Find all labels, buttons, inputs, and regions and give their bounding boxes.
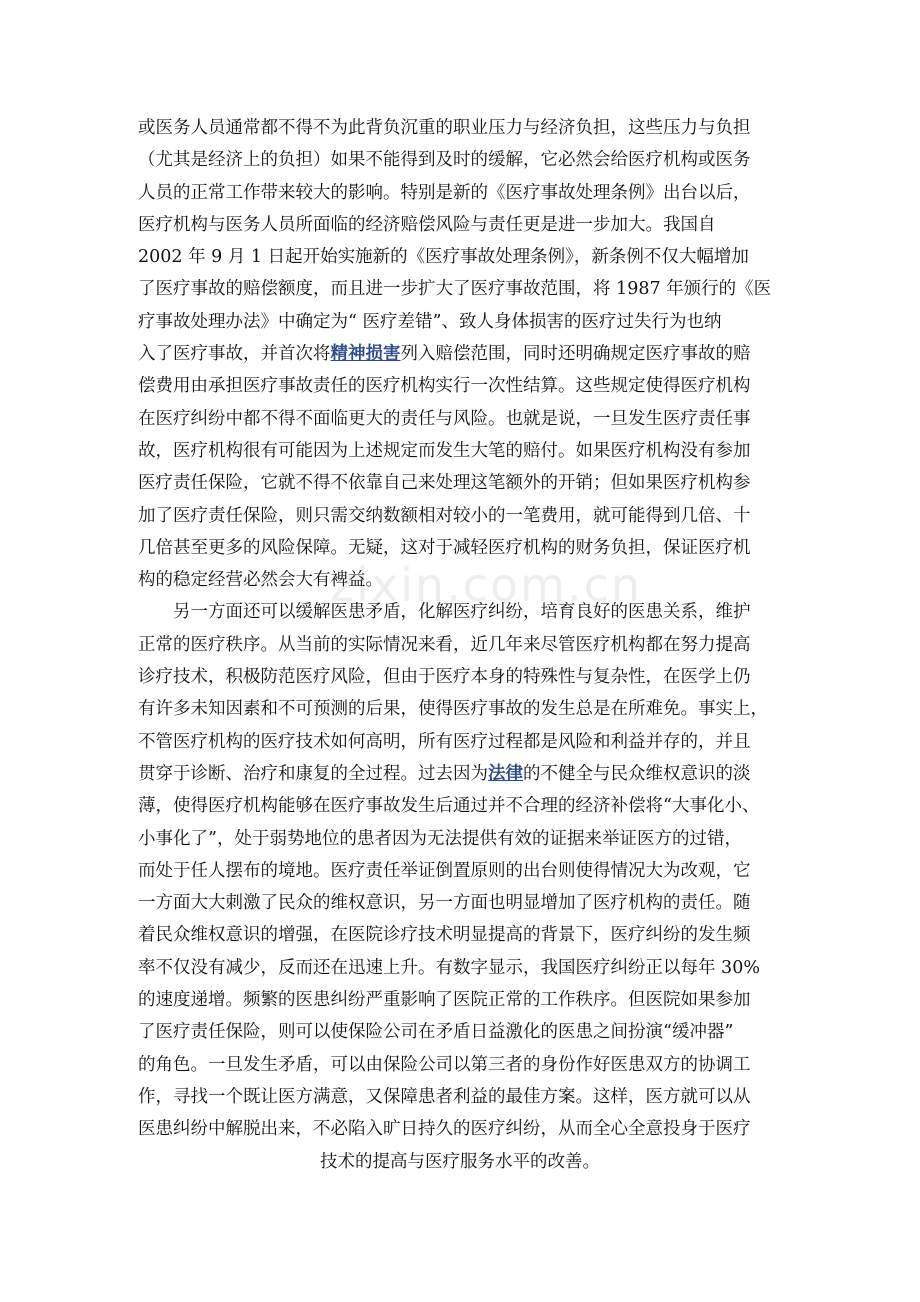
- text-segment: （尤其是经济上的负担）如果不能得到及时的缓解，它必然会给医疗机构或医务: [138, 150, 751, 171]
- text-segment: 率不仅没有减少，反而还在迅速上升。有数字显示，我国医疗纠纷正以每年 30%: [138, 957, 760, 978]
- text-segment: 人员的正常工作带来较大的影响。特别是新的《医疗事故处理条例》出台以后，: [138, 182, 751, 203]
- text-segment: 疗事故处理办法》中确定为“ 医疗差错”、致人身体损害的医疗过失行为也纳: [138, 311, 722, 332]
- text-line: [138, 435, 782, 467]
- text-segment: 入了医疗事故，并首次将: [138, 344, 331, 365]
- text-segment: 诊疗技术，积极防范医疗风险，但由于医疗本身的特殊性与复杂性，在医学上仍: [138, 667, 751, 688]
- text-segment: 贯穿于诊断、治疗和康复的全过程。过去因为: [138, 763, 488, 784]
- text-line: [138, 629, 782, 661]
- text-line: [138, 467, 782, 499]
- text-line: [138, 790, 782, 822]
- text-segment: 而处于任人摆布的境地。医疗责任举证倒置原则的出台则使得情况大为改观，它: [138, 860, 751, 881]
- text-segment: 的不健全与民众维权意识的淡: [523, 763, 751, 784]
- text-segment: 几倍甚至更多的风险保障。无疑，这对于减轻医疗机构的财务负担，保证医疗机: [138, 537, 751, 558]
- text-segment: 作，寻找一个既让医方满意，又保障患者利益的最佳方案。这样，医方就可以从: [138, 1086, 751, 1107]
- text-line: [138, 823, 782, 855]
- text-line: [138, 144, 782, 176]
- text-segment: 故，医疗机构很有可能因为上述规定而发生大笔的赔付。如果医疗机构没有参加: [138, 440, 751, 461]
- text-line: [138, 596, 782, 628]
- text-line: [138, 112, 782, 144]
- text-segment: 了医疗事故的赔偿额度，而且进一步扩大了医疗事故范围，将 1987 年颁行的《医: [138, 279, 772, 300]
- keyword-link[interactable]: 法律: [488, 763, 523, 784]
- text-segment: 了医疗责任保险，则可以使保险公司在矛盾日益激化的医患之间扮演“缓冲器”: [138, 1022, 734, 1043]
- text-line: [138, 370, 782, 402]
- text-line: [138, 241, 782, 273]
- text-line: [138, 919, 782, 951]
- text-segment: 的角色。一旦发生矛盾，可以由保险公司以第三者的身份作好医患双方的协调工: [138, 1054, 751, 1075]
- text-segment: 一方面大大刺激了民众的维权意识，另一方面也明显增加了医疗机构的责任。随: [138, 893, 751, 914]
- text-line: [138, 500, 782, 532]
- text-segment: 或医务人员通常都不得不为此背负沉重的职业压力与经济负担，这些压力与负担: [138, 118, 751, 138]
- text-line: [138, 209, 782, 241]
- text-line: [138, 661, 782, 693]
- text-line: [138, 1049, 782, 1081]
- text-segment: 在医疗纠纷中都不得不面临更大的责任与风险。也就是说，一旦发生医疗责任事: [138, 408, 751, 429]
- text-segment: 构的稳定经营必然会大有裨益。: [138, 570, 383, 591]
- text-line: [138, 306, 782, 338]
- text-segment: 列入赔偿范围，同时还明确规定医疗事故的赔: [400, 344, 751, 365]
- text-segment: 有许多未知因素和不可预测的后果，使得医疗事故的发生总是在所难免。事实上，: [138, 699, 768, 720]
- text-line: [138, 564, 782, 596]
- text-segment: 2002 年 9 月 1 日起开始实施新的《医疗事故处理条例》，新条例不仅大幅增加: [138, 247, 749, 268]
- text-segment: 偿费用由承担医疗事故责任的医疗机构实行一次性结算。这些规定使得医疗机构: [138, 376, 751, 397]
- text-segment: 的速度递增。频繁的医患纠纷严重影响了医院正常的工作秩序。但医院如果参加: [138, 990, 751, 1011]
- text-line: [138, 403, 782, 435]
- text-line: [138, 1081, 782, 1113]
- document-body: [138, 112, 782, 1178]
- text-line: [138, 887, 782, 919]
- text-line: [138, 1146, 782, 1178]
- text-line: [138, 338, 782, 370]
- text-segment: 另一方面还可以缓解医患矛盾，化解医疗纠纷，培育良好的医患关系，维护: [173, 602, 751, 623]
- text-line: [138, 273, 782, 305]
- text-line: [138, 177, 782, 209]
- text-segment: 医疗责任保险，它就不得不依靠自己来处理这笔额外的开销；但如果医疗机构参: [138, 473, 751, 494]
- keyword-link[interactable]: 精神损害: [330, 344, 401, 365]
- text-segment: 小事化了”，处于弱势地位的患者因为无法提供有效的证据来举证医方的过错，: [138, 828, 742, 849]
- text-segment: 不管医疗机构的医疗技术如何高明，所有医疗过程都是风险和利益并存的，并且: [138, 731, 751, 752]
- text-segment: 医疗机构与医务人员所面临的经济赔偿风险与责任更是进一步加大。我国自: [138, 214, 716, 235]
- text-segment: 着民众维权意识的增强，在医院诊疗技术明显提高的背景下，医疗纠纷的发生频: [138, 925, 751, 946]
- text-segment: 正常的医疗秩序。从当前的实际情况来看，近几年来尽管医疗机构都在努力提高: [138, 634, 751, 655]
- text-line: [138, 758, 782, 790]
- text-line: [138, 693, 782, 725]
- text-line: [138, 532, 782, 564]
- text-segment: 薄，使得医疗机构能够在医疗事故发生后通过并不合理的经济补偿将“大事化小、: [138, 796, 760, 817]
- watermark: zixin.com.cn: [330, 558, 643, 612]
- text-line: [138, 1113, 782, 1145]
- text-line: [138, 1016, 782, 1048]
- text-line: [138, 984, 782, 1016]
- text-line: [138, 726, 782, 758]
- text-line: [138, 855, 782, 887]
- text-segment: 医患纠纷中解脱出来，不必陷入旷日持久的医疗纠纷，从而全心全意投身于医疗: [138, 1119, 751, 1140]
- text-segment: 技术的提高与医疗服务水平的改善。: [320, 1151, 600, 1172]
- text-line: [138, 952, 782, 984]
- text-segment: 加了医疗责任保险，则只需交纳数额相对较小的一笔费用，就可能得到几倍、十: [138, 505, 751, 526]
